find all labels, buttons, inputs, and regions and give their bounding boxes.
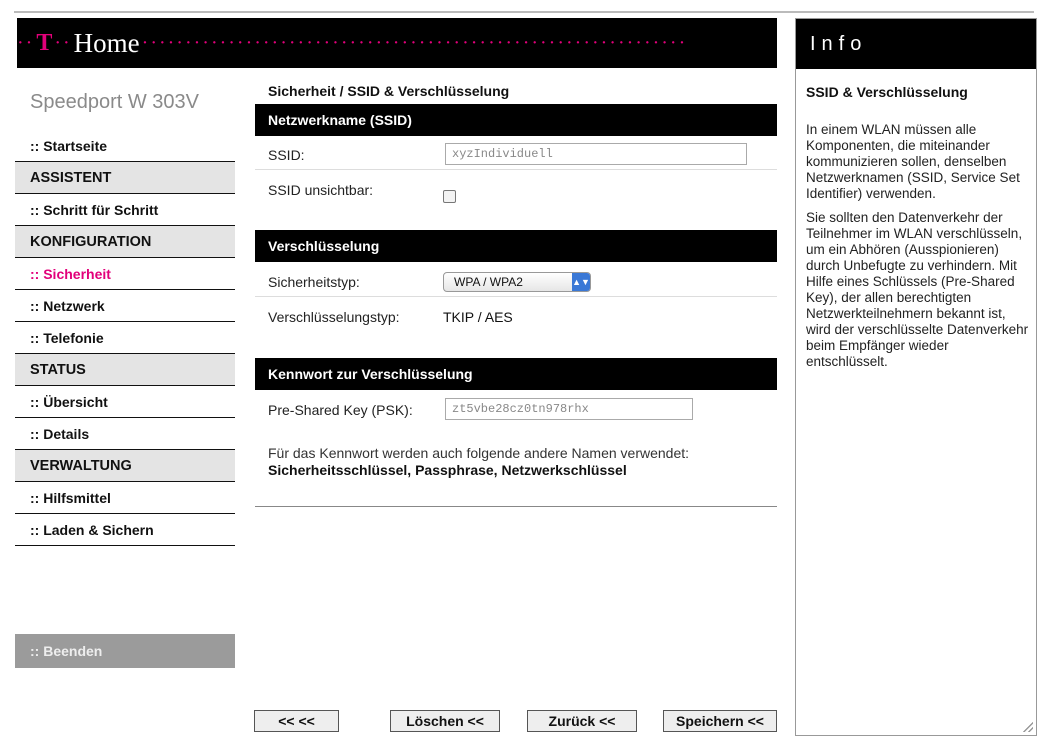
nav-item-schritt-fuer-schritt[interactable]: :: Schritt für Schritt [15,194,235,226]
nav-section-konfiguration: KONFIGURATION [15,226,235,258]
password-note [268,445,768,479]
psk-label: Pre-Shared Key (PSK): [268,402,413,418]
top-divider [14,11,1034,13]
page-title: Sicherheit / SSID & Verschlüsselung [268,83,510,99]
ssid-row [255,138,777,170]
info-paragraph-2: Sie sollten den Datenverkehr der Teilnehmer im WLAN verschlüsseln, um ein Abhören (Ausspionieren) durch Unbefugte zu verhindern. Mit Hilfe eines Schlüssels (Pre-Shared Key), der allen berechtigten Netzwerkteilnehmern bekannt ist, wird der verschlüsselte Datenverkehr beim Empfänger wieder entschlüsselt. [806,210,1029,369]
logo-dots-mid: ·· [54,31,72,54]
ssid-input[interactable]: xyzIndividuell [445,143,747,165]
telekom-header [17,18,777,68]
info-text [806,122,1034,378]
nav-item-netzwerk[interactable]: :: Netzwerk [15,290,235,322]
logout-button[interactable]: :: Beenden [15,634,235,668]
encryption-type-value: TKIP / AES [443,309,513,325]
ssid-hidden-label: SSID unsichtbar: [268,182,374,198]
save-button[interactable]: Speichern << [663,710,777,732]
nav-item-hilfsmittel[interactable]: :: Hilfsmittel [15,482,235,514]
telekom-home-logo [17,18,687,68]
sidebar-nav [15,130,235,546]
security-type-select[interactable] [443,272,591,292]
encryption-type-row [255,300,777,332]
security-type-value: WPA / WPA2 [454,275,523,289]
device-model: Speedport W 303V [30,91,199,113]
ssid-section-header: Netzwerkname (SSID) [255,104,777,136]
nav-section-verwaltung: VERWALTUNG [15,450,235,482]
info-header: Info [796,19,1036,69]
security-type-label: Sicherheitstyp: [268,274,360,290]
info-title: SSID & Verschlüsselung [806,84,968,100]
ssid-label: SSID: [268,147,305,163]
nav-item-uebersicht[interactable]: :: Übersicht [15,386,235,418]
ssid-hidden-checkbox[interactable] [443,190,456,203]
nav-item-telefonie[interactable]: :: Telefonie [15,322,235,354]
nav-item-startseite[interactable]: :: Startseite [15,130,235,162]
nav-item-laden-sichern[interactable]: :: Laden & Sichern [15,514,235,546]
psk-input[interactable]: zt5vbe28cz0tn978rhx [445,398,693,420]
delete-button[interactable]: Löschen << [390,710,500,732]
nav-section-status: STATUS [15,354,235,386]
password-note-text: Für das Kennwort werden auch folgende andere Namen verwendet: [268,445,690,461]
password-section-header: Kennwort zur Verschlüsselung [255,358,777,390]
nav-item-sicherheit[interactable]: :: Sicherheit [15,258,235,290]
telekom-t-icon: T [36,29,53,56]
back-all-button[interactable]: << << [254,710,339,732]
encryption-section-header: Verschlüsselung [255,230,777,262]
content-divider [255,506,777,507]
info-panel [795,18,1037,736]
encryption-type-label: Verschlüsselungstyp: [268,309,400,325]
logo-home-text: Home [73,27,140,58]
logo-dots-right: ······························································· [141,31,688,54]
nav-section-assistent: ASSISTENT [15,162,235,194]
back-button[interactable]: Zurück << [527,710,637,732]
ssid-hidden-row [255,172,777,212]
psk-row [255,393,777,425]
resize-grip-icon[interactable] [1023,722,1033,732]
select-arrow-icon: ▲▼ [572,273,590,291]
password-note-names: Sicherheitsschlüssel, Passphrase, Netzwerkschlüssel [268,462,627,478]
nav-item-details[interactable]: :: Details [15,418,235,450]
logo-dots-left: ·· [17,31,35,54]
security-type-row [255,265,777,297]
info-paragraph-1: In einem WLAN müssen alle Komponenten, die miteinander kommunizieren sollen, denselben Netzwerknamen (SSID, Service Set Identifier) verwenden. [806,122,1020,201]
